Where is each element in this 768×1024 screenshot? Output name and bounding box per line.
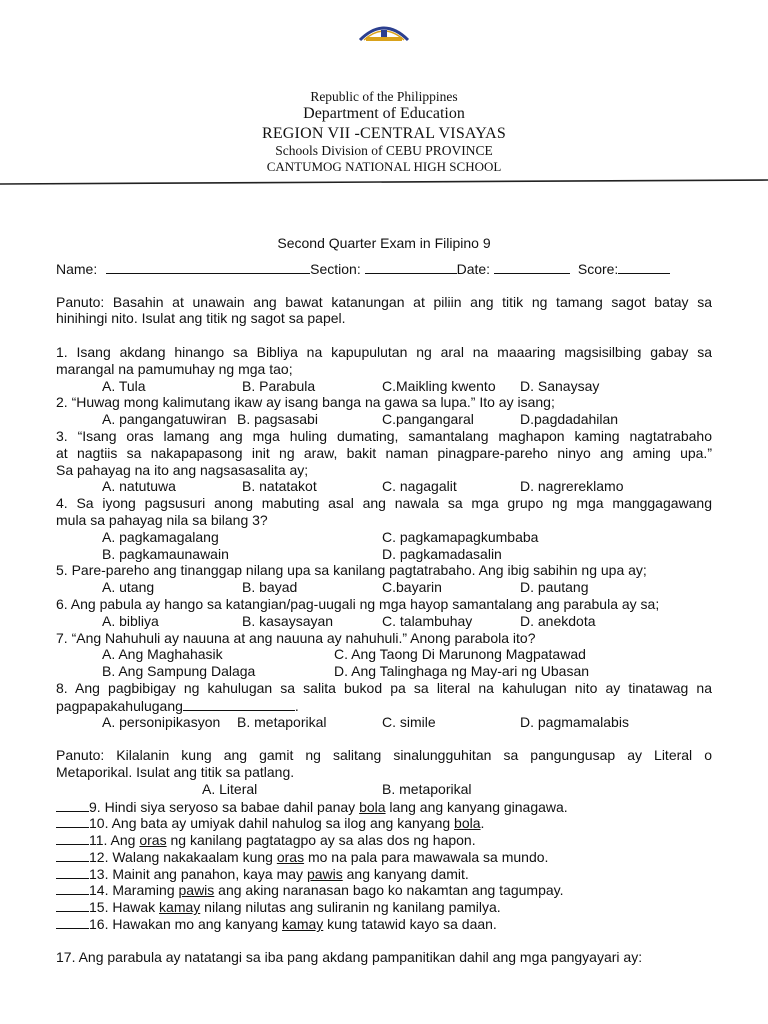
choice-d[interactable]: D. nagrereklamo <box>520 478 624 495</box>
choice-a[interactable]: A. utang <box>102 579 155 596</box>
choice-c[interactable]: C. pagkamapagkumbaba <box>382 528 539 545</box>
question-4-text: mula sa pahayag nila sa bilang 3? <box>56 511 268 528</box>
exam-title: Second Quarter Exam in Filipino 9 <box>277 235 491 251</box>
question-7-text: 7. “Ang Nahuhuli ay nauuna at ang nauuna ay nahuhuli.” Anong parabola ito? <box>56 629 536 646</box>
answer-blank[interactable] <box>56 898 89 912</box>
answer-blank[interactable] <box>56 798 89 812</box>
date-field[interactable] <box>494 260 570 274</box>
list-item: 9. Hindi siya seryoso sa babae dahil panay bola lang ang kanyang ginagawa. <box>56 798 712 815</box>
choice-b[interactable]: B. Ang Sampung Dalaga <box>102 663 256 680</box>
choice-c[interactable]: C. talambuhay <box>382 612 473 629</box>
question-7-choices <box>56 663 712 680</box>
question-1-choices <box>56 378 712 395</box>
choice-c[interactable]: C.bayarin <box>382 579 442 596</box>
underlined-word: oras <box>276 848 305 865</box>
student-info-row <box>56 260 712 277</box>
list-item: 13. Mainit ang panahon, kaya may pawis ang kanyang damit. <box>56 865 712 882</box>
choice-d[interactable]: D. Sanaysay <box>520 377 600 394</box>
list-item: 10. Ang bata ay umiyak dahil nahulog sa ilog ang kanyang bola. <box>56 814 712 831</box>
list-item: 14. Maraming pawis ang aking naranasan bago ko nakamtan ang tagumpay. <box>56 881 712 898</box>
header-school: CANTUMOG NATIONAL HIGH SCHOOL <box>266 159 502 174</box>
choice-c[interactable]: C. nagagalit <box>382 478 457 495</box>
instruction-line: Panuto: Basahin at unawain ang bawat katanungan at piliin ang titik ng tamang sagot batay sa <box>56 293 712 310</box>
underlined-word: kamay <box>282 916 324 933</box>
choice-b[interactable]: B. pagsasabi <box>237 411 318 428</box>
choice-d[interactable]: D. Ang Talinghaga ng May-ari ng Ubasan <box>334 663 590 680</box>
choice-b[interactable]: B. kasaysayan <box>242 612 334 629</box>
underlined-word: bola <box>454 815 481 832</box>
choice-a[interactable]: A. Ang Maghahasik <box>102 646 223 663</box>
underlined-word: oras <box>139 832 167 849</box>
answer-blank[interactable] <box>56 814 89 828</box>
score-field[interactable] <box>618 260 670 274</box>
choice-d[interactable]: D. pagmamalabis <box>520 713 629 730</box>
question-3-text: Sa pahayag na ito ang nagsasasalita ay; <box>56 461 309 478</box>
question-4-choices <box>56 529 712 546</box>
underlined-word: pawis <box>178 882 215 899</box>
header-region: REGION VII -CENTRAL VISAYAS <box>261 125 507 142</box>
question-1-text: 1. Isang akdang hinango sa Bibliya na kapupulutan ng aral na maaaring magsisilbing gabay sa <box>56 343 712 360</box>
header-divider <box>0 176 768 190</box>
choice-a[interactable]: A. natutuwa <box>102 478 176 495</box>
question-7-choices <box>56 646 712 663</box>
name-label: Name: <box>56 261 98 277</box>
question-2-text: 2. “Huwag mong kalimutang ikaw ay isang banga na gawa sa lupa.” Ito ay isang; <box>56 394 555 411</box>
list-item: 15. Hawak kamay nilang nilutas ang suliranin ng kanilang pamilya. <box>56 898 712 915</box>
choice-c[interactable]: C. Ang Taong Di Marunong Magpatawad <box>334 646 586 663</box>
question-8-text: pagpapakahulugang . <box>56 697 299 714</box>
choice-d[interactable]: D. anekdota <box>520 612 596 629</box>
list-item: 11. Ang oras ng kanilang pagtatagpo ay sa alas dos ng hapon. <box>56 831 712 848</box>
question-5-choices <box>56 579 712 596</box>
question-3-text: at nagtiis sa nakapapasong init ng araw, bakit naman pinagpare-pareho ninyo ang aming upa.” <box>56 444 712 461</box>
instruction-line: hinihingi nito. Isulat ang titik ng sagot sa papel. <box>56 310 346 327</box>
instruction-line: Panuto: Kilalanin kung ang gamit ng salitang sinalungguhitan sa pangungusap ay Literal o <box>56 747 712 764</box>
choice-a[interactable]: A. Tula <box>102 377 146 394</box>
question-3-choices <box>56 478 712 495</box>
question-6-text: 6. Ang pabula ay hango sa katangian/pag-uugali ng mga hayop samantalang ang parabula ay sa; <box>56 595 660 612</box>
choice-d[interactable]: D. pagkamadasalin <box>382 545 502 562</box>
choice-b[interactable]: B. natatakot <box>242 478 317 495</box>
section-label: Section: <box>310 261 361 277</box>
answer-blank[interactable] <box>56 831 89 845</box>
legend-b: B. metaporikal <box>382 780 472 797</box>
choice-b[interactable]: B. pagkamaunawain <box>102 545 229 562</box>
choice-d[interactable]: D.pagdadahilan <box>520 411 619 428</box>
choice-c[interactable]: C.pangangaral <box>382 411 474 428</box>
choice-a[interactable]: A. personipikasyon <box>102 713 221 730</box>
choice-b[interactable]: B. bayad <box>242 579 298 596</box>
choice-a[interactable]: A. pagkamagalang <box>102 528 219 545</box>
answer-blank[interactable] <box>56 865 89 879</box>
legend-a: A. Literal <box>202 780 258 797</box>
question-5-text: 5. Pare-pareho ang tinanggap nilang upa sa kanilang pagtatrabaho. Ang ibig sabihin ng upa ay; <box>56 562 647 579</box>
header-department: Department of Education <box>303 105 465 122</box>
choice-b[interactable]: B. Parabula <box>242 377 316 394</box>
question-8-text: 8. Ang pagbibigay ng kahulugan sa salita bukod pa sa literal na kahulugan nito ay tinatawag na <box>56 679 712 696</box>
answer-blank[interactable] <box>56 848 89 862</box>
header-republic: Republic of the Philippines <box>310 89 458 104</box>
underlined-word: pawis <box>306 865 343 882</box>
answer-blank[interactable] <box>56 915 89 929</box>
score-label: Score: <box>577 261 619 277</box>
question-4-choices <box>56 546 712 563</box>
question-4-text: 4. Sa iyong pagsusuri anong mabuting asal ang nawala sa mga grupo ng mga manggagawang <box>56 495 712 512</box>
instruction-line: Metaporikal. Isulat ang titik sa patlang. <box>56 763 295 780</box>
choice-c[interactable]: C.Maikling kwento <box>382 377 496 394</box>
date-label: Date: <box>456 261 491 277</box>
list-item: 16. Hawakan mo ang kanyang kamay kung tatawid kayo sa daan. <box>56 915 712 932</box>
name-field[interactable] <box>106 260 310 274</box>
choice-d[interactable]: D. pautang <box>520 579 589 596</box>
question-2-choices <box>56 411 712 428</box>
answer-blank[interactable] <box>56 881 89 895</box>
choice-a[interactable]: A. pangangatuwiran <box>102 411 227 428</box>
exam-content <box>56 260 712 965</box>
choice-b[interactable]: B. metaporikal <box>237 713 327 730</box>
header-division: Schools Division of CEBU PROVINCE <box>275 143 493 158</box>
deped-seal-logo <box>354 22 414 42</box>
answer-legend <box>56 781 712 798</box>
underlined-word: kamay <box>159 899 201 916</box>
choice-c[interactable]: C. simile <box>382 713 436 730</box>
section-field[interactable] <box>365 260 457 274</box>
question-17-text: 17. Ang parabula ay natatangi sa iba pang akdang pampanitikan dahil ang mga pangyayari ay: <box>56 948 643 965</box>
question-1-text: marangal na pamumuhay ng mga tao; <box>56 360 293 377</box>
choice-a[interactable]: A. bibliya <box>102 612 159 629</box>
list-item: 12. Walang nakakaalam kung oras mo na pala para mawawala sa mundo. <box>56 848 712 865</box>
question-3-text: 3. “Isang oras lamang ang mga huling dumating, samantalang maghapon kaming nagtatrabaho <box>56 427 712 444</box>
answer-blank[interactable] <box>183 697 295 711</box>
question-6-choices <box>56 613 712 630</box>
underlined-word: bola <box>359 798 386 815</box>
question-8-choices <box>56 714 712 731</box>
